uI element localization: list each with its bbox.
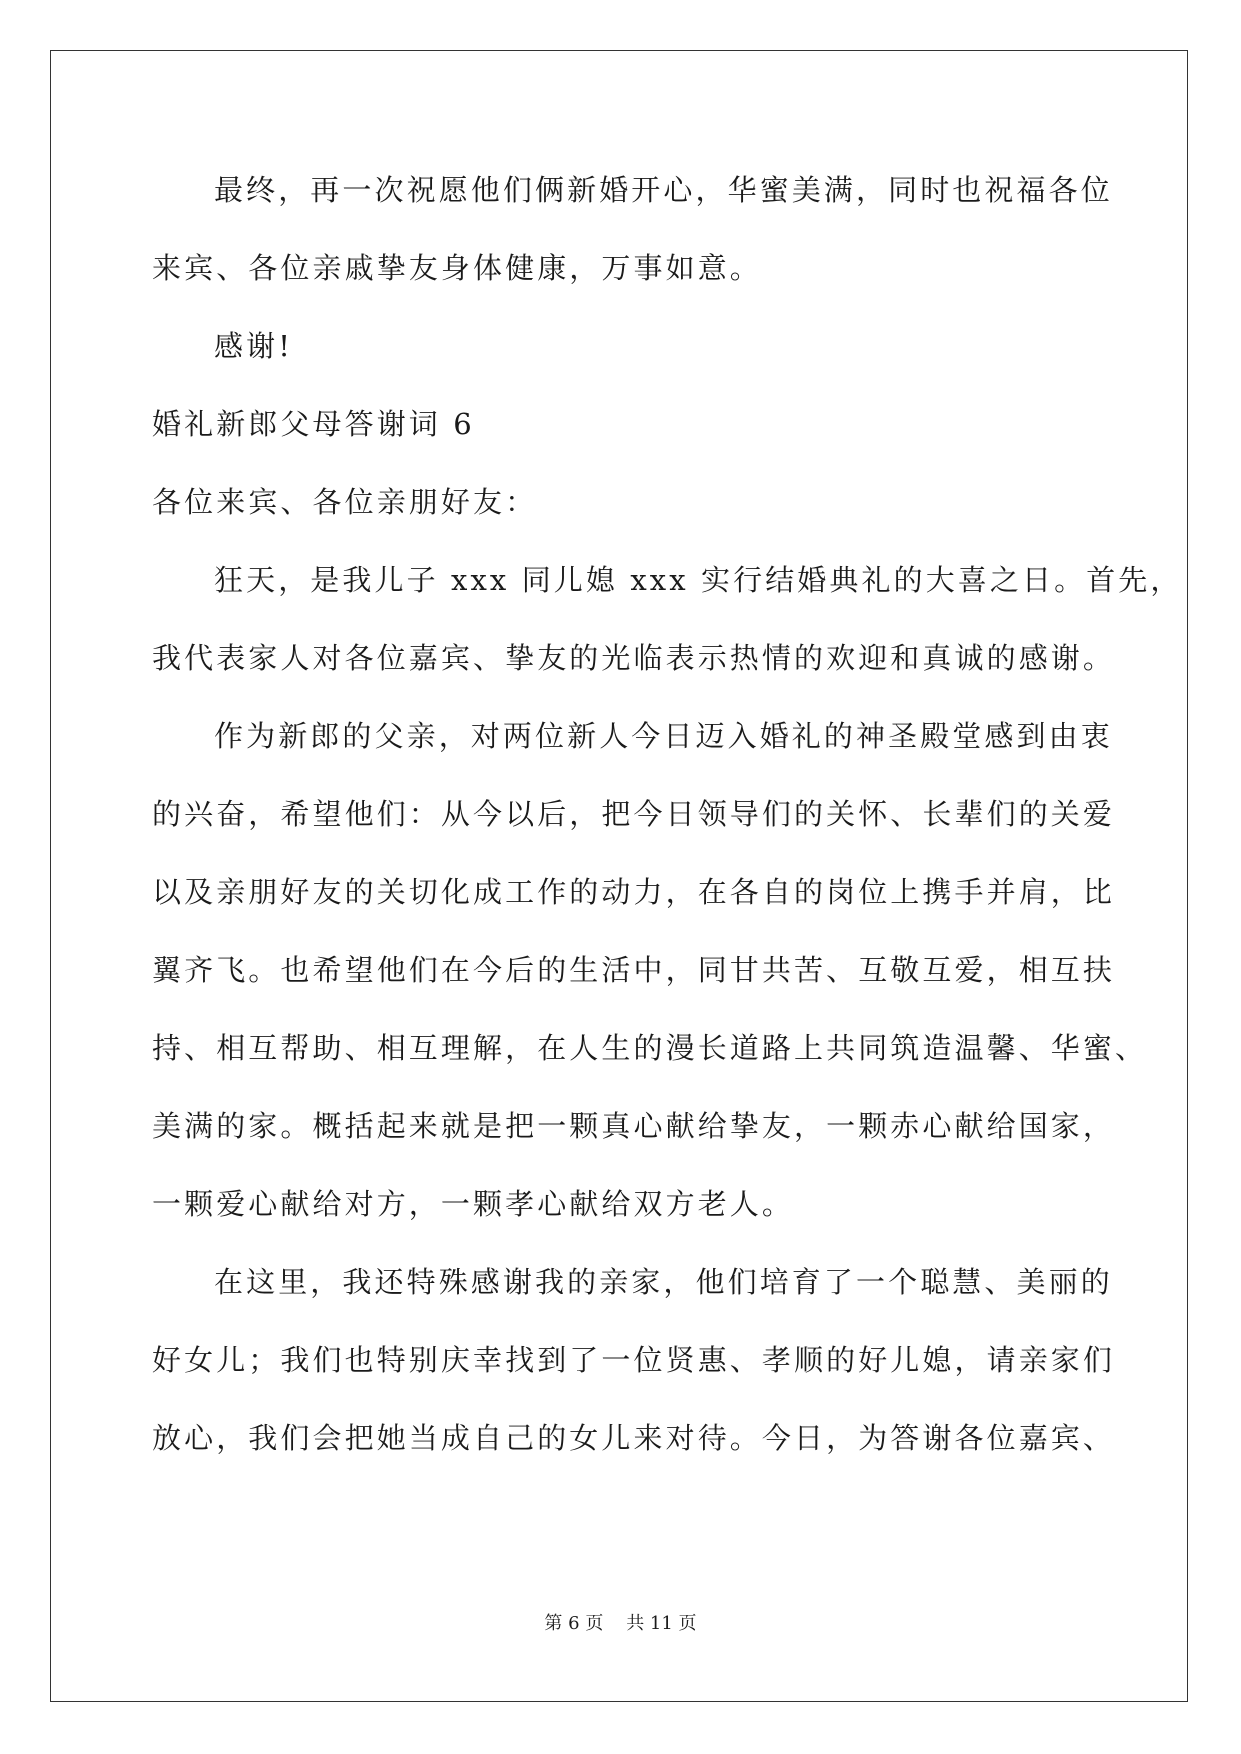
paragraph-line: 美满的家。概括起来就是把一颗真心献给挚友，一颗赤心献给国家， <box>152 1109 1116 1143</box>
paragraph-line: 我代表家人对各位嘉宾、挚友的光临表示热情的欢迎和真诚的感谢。 <box>152 641 1116 675</box>
paragraph-line: 放心，我们会把她当成自己的女儿来对待。今日，为答谢各位嘉宾、 <box>152 1421 1116 1455</box>
paragraph-line: 作为新郎的父亲，对两位新人今日迈入婚礼的神圣殿堂感到由衷 <box>214 719 1113 753</box>
paragraph-line: 好女儿；我们也特别庆幸找到了一位贤惠、孝顺的好儿媳，请亲家们 <box>152 1343 1116 1377</box>
paragraph-line: 感谢! <box>214 329 293 363</box>
paragraph-line: 在这里，我还特殊感谢我的亲家，他们培育了一个聪慧、美丽的 <box>214 1265 1113 1299</box>
section-heading: 婚礼新郎父母答谢词 6 <box>152 407 475 441</box>
page-number: 第 6 页 共 11 页 <box>544 1613 697 1634</box>
paragraph-line: 以及亲朋好友的关切化成工作的动力，在各自的岗位上携手并肩，比 <box>152 875 1116 909</box>
paragraph-line: 翼齐飞。也希望他们在今后的生活中，同甘共苦、互敬互爱，相互扶 <box>152 953 1116 987</box>
paragraph-line: 来宾、各位亲戚挚友身体健康，万事如意。 <box>152 251 762 285</box>
paragraph-line: 一颗爱心献给对方，一颗孝心献给双方老人。 <box>152 1187 795 1221</box>
salutation-line: 各位来宾、各位亲朋好友： <box>152 485 538 519</box>
paragraph-line: 的兴奋，希望他们：从今以后，把今日领导们的关怀、长辈们的关爱 <box>152 797 1116 831</box>
paragraph-line: 狂天，是我儿子 xxx 同儿媳 xxx 实行结婚典礼的大喜之日。首先， <box>214 563 1183 597</box>
paragraph-line: 持、相互帮助、相互理解，在人生的漫长道路上共同筑造温馨、华蜜、 <box>152 1031 1148 1065</box>
paragraph-line: 最终，再一次祝愿他们俩新婚开心，华蜜美满，同时也祝福各位 <box>214 173 1113 207</box>
